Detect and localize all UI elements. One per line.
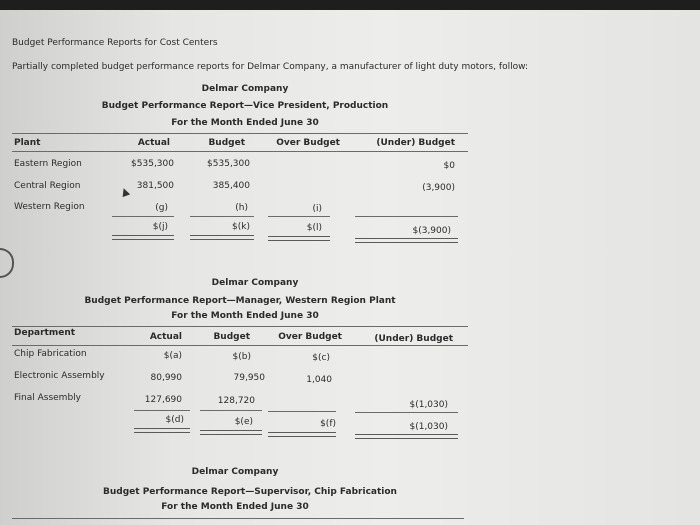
report1-total-budget: $(k) <box>232 222 250 232</box>
report3-period: For the Month Ended June 30 <box>161 502 309 512</box>
top-bar <box>0 0 700 10</box>
report2-total-rule-under <box>355 434 458 439</box>
report2-row-final-label: Final Assembly <box>14 393 81 403</box>
report2-header-actual: Actual <box>149 332 182 342</box>
report1-row-central-label: Central Region <box>14 181 81 191</box>
report1-header-plant: Plant <box>14 138 41 148</box>
report2-top-rule <box>12 326 468 327</box>
report1-total-rule-under <box>355 238 458 243</box>
report3-company: Delmar Company <box>191 467 279 477</box>
report2-row-electronic-budget: 79,950 <box>233 373 265 383</box>
report2-total-rule-over <box>268 432 336 437</box>
report2-subtotal-rule-under <box>355 412 458 413</box>
report1-top-rule <box>12 133 468 134</box>
report3-title: Budget Performance Report—Supervisor, Chip Fabrication <box>103 487 397 497</box>
report2-subtotal-rule-budget <box>200 410 262 411</box>
section-heading: Budget Performance Reports for Cost Centers <box>12 38 218 48</box>
report2-total-budget: $(e) <box>234 417 253 427</box>
report1-header-under: (Under) Budget <box>376 138 455 148</box>
report1-subtotal-rule-budget <box>190 216 254 217</box>
report2-company: Delmar Company <box>211 278 299 288</box>
report2-row-chip-actual: $(a) <box>163 351 182 361</box>
report1-period: For the Month Ended June 30 <box>171 118 319 128</box>
report2-total-actual: $(d) <box>165 415 184 425</box>
report3-top-rule <box>12 518 464 519</box>
report1-row-eastern-actual: $535,300 <box>131 159 174 169</box>
intro-text: Partially completed budget performance reports for Delmar Company, a manufacturer of light duty motors, follow: <box>12 62 528 72</box>
report2-row-final-budget: 128,720 <box>217 396 255 406</box>
report2-subtotal-rule-actual <box>134 410 190 411</box>
report2-header-over: Over Budget <box>278 332 342 342</box>
report1-row-eastern-budget: $535,300 <box>207 159 250 169</box>
report2-row-chip-label: Chip Fabrication <box>14 349 87 359</box>
report2-header-rule <box>12 345 468 346</box>
report2-row-chip-budget: $(b) <box>232 352 251 362</box>
report1-row-western-over: (i) <box>312 204 322 214</box>
report1-subtotal-rule-over <box>268 216 330 217</box>
report1-row-western-label: Western Region <box>14 202 85 212</box>
report2-header-under: (Under) Budget <box>374 334 453 344</box>
report1-row-central-budget: 385,400 <box>212 181 250 191</box>
report1-total-over: $(l) <box>306 223 322 233</box>
report1-header-budget: Budget <box>208 138 245 148</box>
document-page <box>0 10 700 525</box>
report2-row-electronic-label: Electronic Assembly <box>14 371 105 381</box>
report1-subtotal-rule-under <box>355 216 458 217</box>
report2-title: Budget Performance Report—Manager, Western Region Plant <box>84 296 396 306</box>
report2-row-final-actual: 127,690 <box>144 395 182 405</box>
report1-subtotal-rule-actual <box>112 216 174 217</box>
report2-row-electronic-over: 1,040 <box>306 375 332 385</box>
report1-header-rule <box>12 151 468 152</box>
report2-total-rule-actual <box>134 428 190 433</box>
report2-header-department: Department <box>14 328 76 338</box>
report2-total-over: $(f) <box>320 419 336 429</box>
report1-row-western-actual: (g) <box>155 203 168 213</box>
report2-period: For the Month Ended June 30 <box>171 311 319 321</box>
report1-row-western-budget: (h) <box>235 203 248 213</box>
report2-row-electronic-actual: 80,990 <box>150 373 182 383</box>
report1-total-under: $(3,900) <box>412 226 451 236</box>
report1-row-eastern-label: Eastern Region <box>14 159 82 169</box>
report2-row-chip-over: $(c) <box>312 353 330 363</box>
report1-total-rule-actual <box>112 235 174 240</box>
report1-total-rule-budget <box>190 235 254 240</box>
report1-header-over: Over Budget <box>276 138 340 148</box>
report1-total-rule-over <box>268 236 330 241</box>
report1-title: Budget Performance Report—Vice President, Production <box>101 101 389 111</box>
report1-row-central-actual: 381,500 <box>136 181 174 191</box>
report2-subtotal-rule-over <box>268 411 336 412</box>
report1-row-eastern-under: $0 <box>443 161 455 171</box>
report2-total-under: $(1,030) <box>409 422 448 432</box>
report1-company: Delmar Company <box>201 84 289 94</box>
report2-row-final-under: $(1,030) <box>409 400 448 410</box>
report2-header-budget: Budget <box>213 332 250 342</box>
report2-total-rule-budget <box>200 430 262 435</box>
side-arrow-icon[interactable] <box>0 248 14 278</box>
report1-header-actual: Actual <box>137 138 170 148</box>
report1-total-actual: $(j) <box>152 222 168 232</box>
report1-row-central-under: (3,900) <box>422 183 455 193</box>
